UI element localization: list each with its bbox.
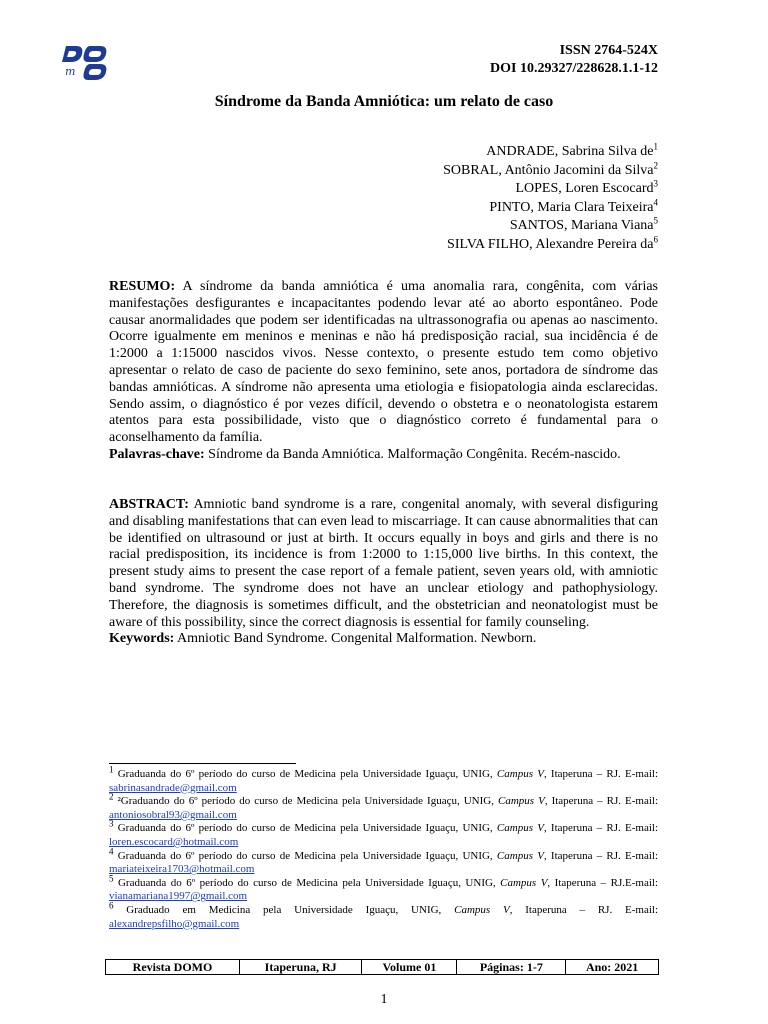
keywords-text: Amniotic Band Syndrome. Congenital Malformation. Newborn. <box>174 631 537 647</box>
author-line: LOPES, Loren Escocard$^3$ <box>515 178 658 196</box>
email-link[interactable]: loren.escocard@hotmail.com <box>109 835 239 848</box>
resumo-section <box>109 279 658 464</box>
keywords-label: Keywords: <box>109 631 175 647</box>
email-link[interactable]: vianamariana1997@gmail.com <box>109 890 248 903</box>
volume-cell: Volume 01 <box>362 960 457 975</box>
city-cell: Itaperuna, RJ <box>239 960 361 975</box>
publication-info-table <box>105 959 659 975</box>
footnote-divider <box>109 763 296 764</box>
resumo-text: A síndrome da banda amniótica é uma anomalia rara, congênita, com várias manifestações desfigurantes e incapacitantes podendo levar até ao aborto espontâneo. Pode causar anormalidades que podem ser identificadas na ultrassonografia ou apenas ao nascimento. Ocorre igualmente em meninos e meninas e não há predisposição racial, sua incidência é de 1:2000 a 1:15000 nascidos vivos. Nesse contexto, o presente estudo tem como objetivo apresentar o relato de caso de paciente do sexo feminino, sete anos, portadora de síndrome das bandas amnióticas. A síndrome não apresenta uma etiologia e fisiopatologia ainda esclarecidas. Sendo assim, o diagnóstico é por vezes difícil, devendo o obstetra e o neonatologista estarem atentos para esta possibilidade, visto que o diagnóstico correto é fundamental para o aconselhamento da família. <box>109 279 658 446</box>
footnote: $^1$ Graduanda do 6º período do curso de Medicina pela Universidade Iguaçu, UNIG, Campus V, Itaperuna – RJ. E-mail: sabrinasandrade@gmail.com <box>109 764 659 794</box>
palavras-chave-text: Síndrome da Banda Amniótica. Malformação Congênita. Recém-nascido. <box>204 446 621 462</box>
email-link[interactable]: mariateixeira1703@hotmail.com <box>109 863 255 876</box>
palavras-chave-label: Palavras-chave: <box>109 446 205 462</box>
issn: ISSN 2764-524X <box>559 43 658 58</box>
year-cell: Ano: 2021 <box>566 960 659 975</box>
abstract-text: Amniotic band syndrome is a rare, congenital anomaly, with several disfiguring and disabling manifestations that can even lead to miscarriage. It can cause abnormalities that can be identified on ultrasound or just at birth. It occurs equally in boys and girls and there is no racial predisposition, its incidence is from 1:2000 to 1:15,000 live births. In this context, the present study aims to present the case report of a female patient, seven years old, with amniotic band syndrome. The syndrome does not have an unclear etiology and pathophysiology. Therefore, the diagnosis is sometimes difficult, and the obstetrician and neonatologist must be aware of this possibility, since the correct diagnosis is essential for family counseling. <box>109 497 658 630</box>
author-list <box>443 143 658 254</box>
keywords-paragraph <box>109 631 658 648</box>
author-line: ANDRADE, Sabrina Silva $de^1$ <box>486 141 658 159</box>
email-link[interactable]: sabrinasandrade@gmail.com <box>109 781 237 794</box>
author-line: PINTO, Maria Clara Teixeira$^4$ <box>489 196 658 215</box>
resumo-label: RESUMO: <box>109 279 176 294</box>
article-title: Síndrome da Banda Amniótica: um relato de caso <box>214 93 554 110</box>
author-line: SILVA FILHO, Alexandre Pereira $da^6$ <box>447 233 658 252</box>
pages-cell: Páginas: 1-7 <box>457 960 566 975</box>
author-line: SANTOS, Mariana Viana$^5$ <box>509 215 658 233</box>
footnote: $^2$ ²Graduando do 6º período do curso de Medicina pela Universidade Iguaçu, UNIG, Campus V, Itaperuna – RJ. E-mail: antoniosobral93@gmail.com <box>109 791 659 821</box>
table-row <box>106 960 659 975</box>
svg-text:m: m <box>65 65 76 78</box>
email-link[interactable]: alexandrepsfilho@gmail.com <box>109 917 240 930</box>
abstract-label: ABSTRACT: <box>109 497 189 512</box>
palavras-chave-paragraph <box>109 447 658 464</box>
resumo-paragraph <box>109 279 658 447</box>
domo-logo <box>60 44 110 82</box>
footnotes <box>109 764 659 931</box>
page-number: 1 <box>380 992 388 1007</box>
journal-identifiers <box>490 42 658 78</box>
footnote: $^6$ Graduado em Medicina pela Universidade Iguaçu, UNIG, Campus V, Itaperuna – RJ. E-mail: alexandrepsfilho@gmail.com <box>109 900 659 930</box>
footnote: $^5$ Graduanda do 6º período do curso de Medicina pela Universidade Iguaçu, UNIG, Campus V, Itaperuna – RJ.E-mail: vianamariana1997@gmail.com <box>109 873 659 903</box>
footnote: $^4$ Graduanda do 6º período do curso de Medicina pela Universidade Iguaçu, UNIG, Campus V, Itaperuna – RJ. E-mail: mariateixeira1703@hotmail.com <box>109 845 659 876</box>
doi: DOI 10.29327/228628.1.1-12 <box>490 61 658 76</box>
footnote: $^3$ Graduanda do 6º período do curso de Medicina pela Universidade Iguaçu, UNIG, Campus V, Itaperuna – RJ. E-mail: loren.escocard@hotmail.com <box>109 818 659 848</box>
journal-cell: Revista DOMO <box>106 960 240 975</box>
author-line: SOBRAL, Antônio Jacomini da Silva$^2$ <box>443 159 658 178</box>
abstract-paragraph <box>109 497 658 631</box>
email-link[interactable]: antoniosobral93@gmail.com <box>109 808 237 821</box>
abstract-section <box>109 497 658 648</box>
